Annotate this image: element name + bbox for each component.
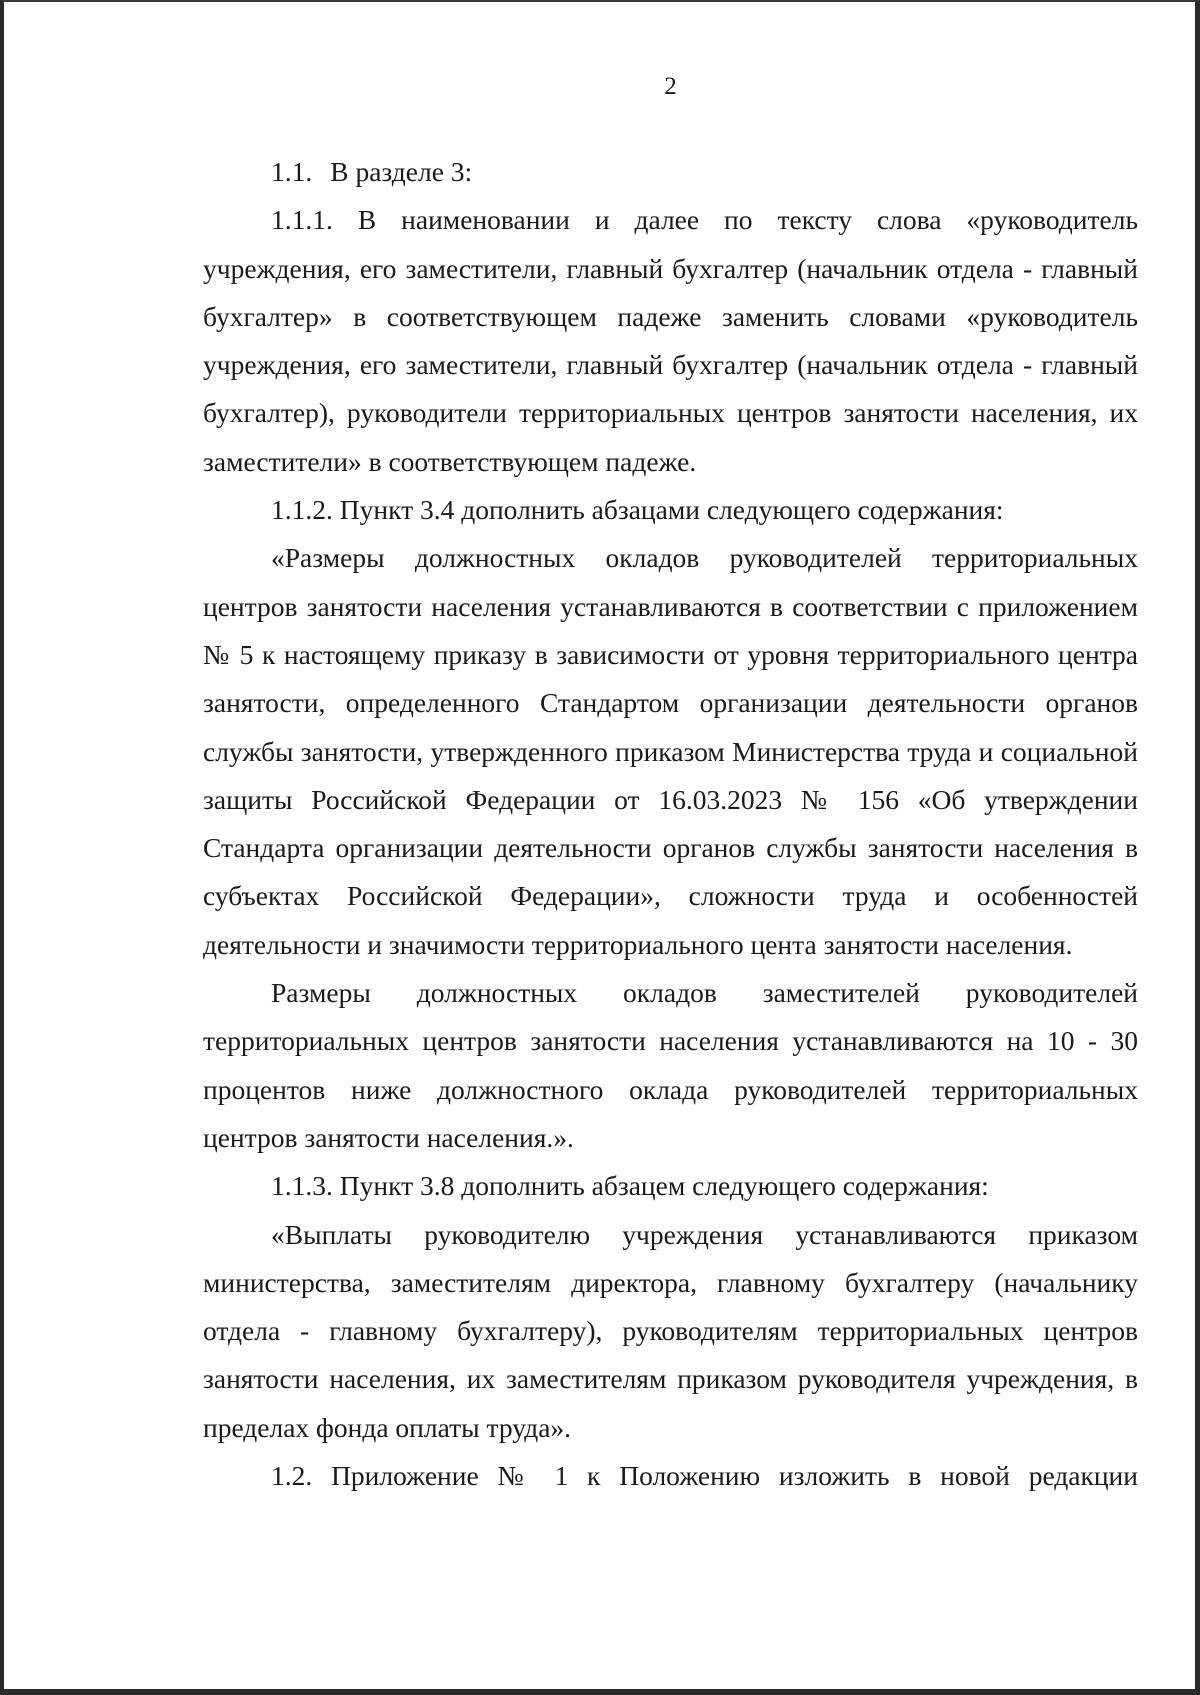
- document-page: [203, 0, 1138, 1695]
- paragraph-1-1-number: 1.1.: [271, 156, 313, 187]
- paragraph-1-1: [203, 148, 1138, 196]
- paragraph-1-1-2: 1.1.2. Пункт 3.4 дополнить абзацами следующего содержания:: [271, 494, 1004, 526]
- paragraph-1-1-3: 1.1.3. Пункт 3.8 дополнить абзацем следующего содержания:: [271, 1170, 989, 1202]
- paragraph-1-1-text: В разделе 3:: [330, 156, 473, 187]
- paragraph-1-1-1: 1.1.1. В наименовании и далее по тексту слова «руководитель учреждения, его заместители, главный бухгалтер (начальник отдела - главный бухгалтер» в соответствующем падеже заменить словами «руководитель учреждения, его заместители, главный бухгалтер (начальник отдела - главный бухгалтер), руководители территориальных центров занятости населения, их заместители» в соответствующем падеже.: [203, 204, 1138, 477]
- document-body: [203, 148, 1138, 1500]
- paragraph-quote-payments: «Выплаты руководителю учреждения устанавливаются приказом министерства, заместителям директора, главному бухгалтеру (начальнику отдела - главному бухгалтеру), руководителям территориальных центров занятости населения, их заместителям приказом руководителя учреждения, в пределах фонда оплаты труда».: [203, 1218, 1138, 1443]
- paragraph-1-2: 1.2. Приложение № 1 к Положению изложить в новой редакции: [271, 1460, 1138, 1492]
- paragraph-salaries-deputies: Размеры должностных окладов заместителей руководителей территориальных центров занятости населения устанавливаются на 10 - 30 процентов ниже должностного оклада руководителей территориальных центров занятости населения.».: [203, 977, 1138, 1153]
- page-number: 2: [664, 73, 677, 100]
- paragraph-quote-salaries-heads: «Размеры должностных окладов руководителей территориальных центров занятости населения устанавливаются в соответствии с приложением № 5 к настоящему приказу в зависимости от уровня территориального центра занятости, определенного Стандартом организации деятельности органов службы занятости, утвержденного приказом Министерства труда и социальной защиты Российской Федерации от 16.03.2023 № 156 «Об утверждении Стандарта организации деятельности органов службы занятости населения в субъектах Российской Федерации», сложности труда и особенностей деятельности и значимости территориального цента занятости населения.: [203, 542, 1138, 960]
